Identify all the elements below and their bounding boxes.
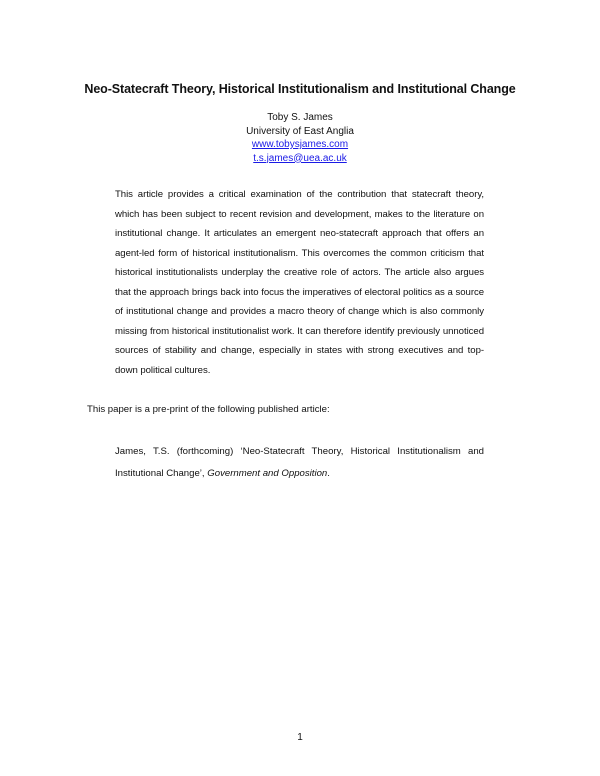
- author-name: Toby S. James: [267, 112, 333, 123]
- author-email-link[interactable]: t.s.james@uea.ac.uk: [253, 152, 347, 164]
- page-number: 1: [297, 732, 303, 743]
- author-block: [0, 111, 600, 165]
- abstract-paragraph: This article provides a critical examination of the contribution that statecraft theory, which has been subject to recent revision and development, makes to the literature on institutional change. It articulates an emergent neo-statecraft approach that offers an agent-led form of historical institutionalism. This overcomes the common criticism that historical institutionalists underplay the creative role of actors. The article also argues that the approach brings back into focus the imperatives of electoral politics as a source of institutional change and provides a macro theory of change which is also commonly missing from historical institutionalist work. It can therefore identify previously unnoticed sources of stability and change, especially in states with strong executives and top-down political cultures.: [115, 189, 484, 376]
- citation-journal: Government and Opposition: [207, 468, 328, 479]
- citation-text: James, T.S. (forthcoming) ‘Neo-Statecraft Theory, Historical Institutionalism and Institutional Change’,: [115, 446, 484, 479]
- citation: [115, 441, 484, 485]
- author-website-link[interactable]: www.tobysjames.com: [251, 139, 349, 150]
- preprint-note: This paper is a pre-print of the following published article:: [87, 404, 330, 415]
- author-affiliation: University of East Anglia: [246, 125, 354, 137]
- citation-end: .: [327, 468, 330, 479]
- paper-title: Neo-Statecraft Theory, Historical Institutionalism and Institutional Change: [84, 82, 516, 96]
